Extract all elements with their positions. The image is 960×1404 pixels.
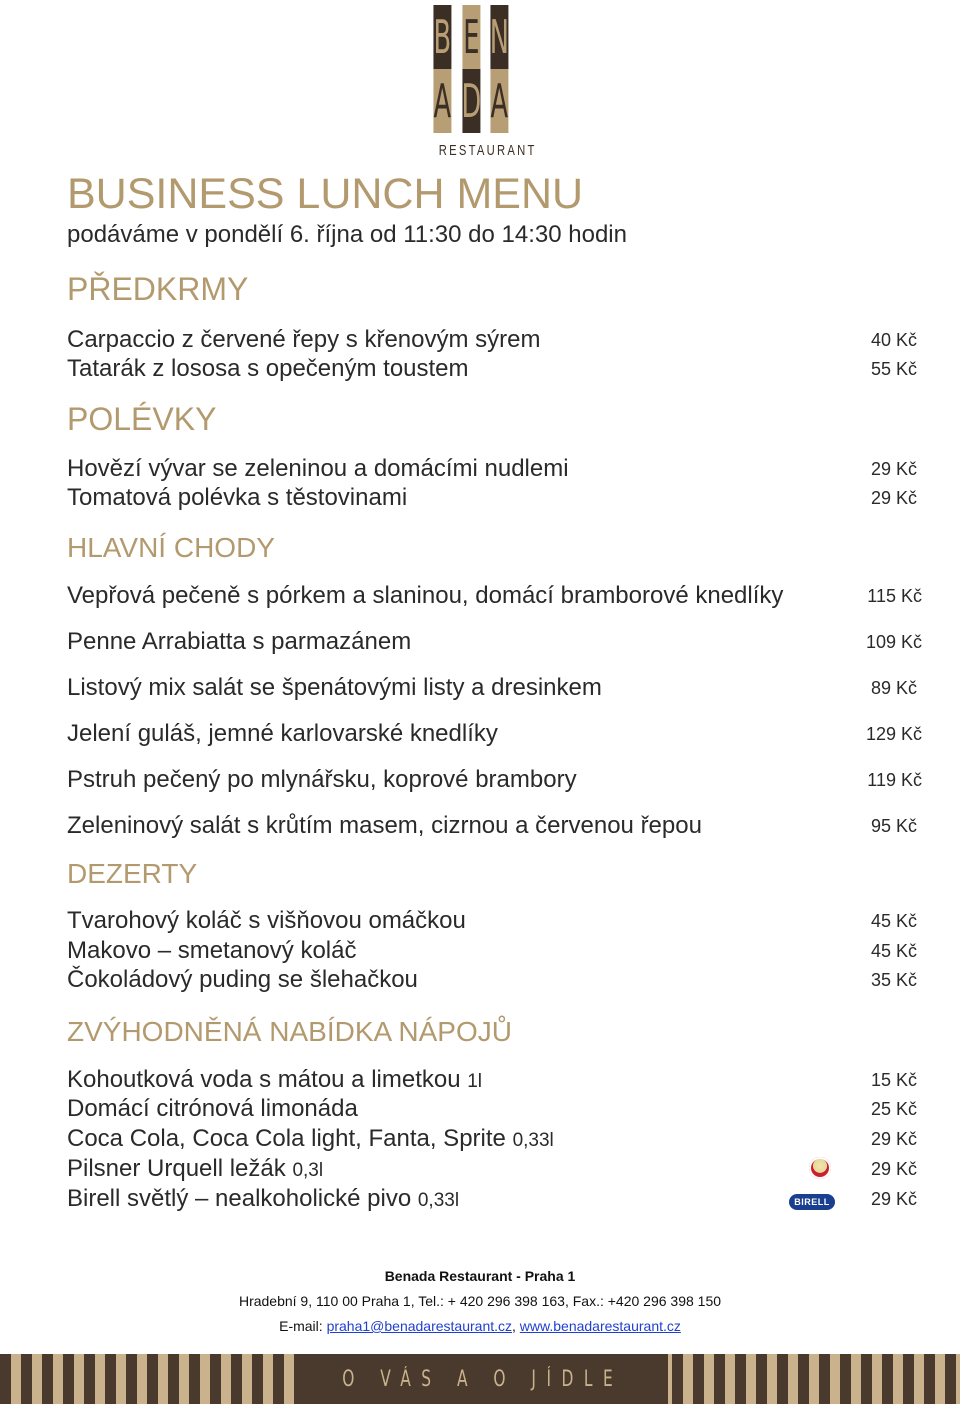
menu-item xyxy=(67,765,922,795)
logo-subtitle: RESTAURANT xyxy=(438,142,537,159)
logo-letter: E xyxy=(462,5,480,69)
slogan-text: O VÁS A O JÍDLE xyxy=(342,1366,624,1392)
menu-item-name: Zeleninový salát s krůtím masem, cizrnou a červenou řepou xyxy=(67,812,702,839)
menu-item xyxy=(67,354,917,384)
menu-item-volume: 0,3l xyxy=(292,1160,324,1181)
menu-item xyxy=(67,1184,917,1214)
menu-item-price: 25 Kč xyxy=(870,1099,917,1119)
logo-letter: A xyxy=(433,69,451,133)
menu-item-volume: 1l xyxy=(467,1071,483,1092)
menu-item xyxy=(67,719,922,749)
section-heading-drinks: ZVÝHODNĚNÁ NABÍDKA NÁPOJŮ xyxy=(67,1016,512,1047)
menu-item-price: 45 Kč xyxy=(870,941,917,961)
menu-item xyxy=(67,811,917,841)
logo-letter: D xyxy=(462,69,480,133)
menu-item-price: 45 Kč xyxy=(870,911,917,931)
menu-item-price: 95 Kč xyxy=(870,816,917,836)
menu-item-name: Coca Cola, Coca Cola light, Fanta, Sprite 0,33l xyxy=(67,1125,554,1152)
menu-item xyxy=(67,627,922,657)
slogan-band xyxy=(298,1354,668,1404)
menu-item-price: 89 Kč xyxy=(870,678,917,698)
footer-email-label: E-mail: xyxy=(279,1318,323,1334)
menu-item-price: 109 Kč xyxy=(865,632,922,652)
menu-item xyxy=(67,673,917,703)
menu-item-name: Hovězí vývar se zeleninou a domácími nudlemi xyxy=(67,455,569,482)
menu-item-name: Kohoutková voda s mátou a limetkou 1l xyxy=(67,1066,483,1093)
menu-item-volume: 0,33l xyxy=(417,1190,460,1211)
menu-item-price: 29 Kč xyxy=(870,1129,917,1149)
menu-item xyxy=(67,1124,917,1154)
menu-subtitle: podáváme v pondělí 6. října od 11:30 do 14:30 hodin xyxy=(67,221,627,248)
menu-item xyxy=(67,483,917,513)
menu-item-name: Tatarák z lososa s opečeným toustem xyxy=(67,355,469,382)
footer-restaurant-name: Benada Restaurant - Praha 1 xyxy=(384,1268,576,1284)
menu-item xyxy=(67,936,917,966)
menu-item xyxy=(67,1094,917,1124)
menu-item-name: Domácí citrónová limonáda xyxy=(67,1095,358,1122)
menu-item-price: 29 Kč xyxy=(870,1189,917,1209)
menu-item xyxy=(67,965,917,995)
menu-item-name: Penne Arrabiatta s parmazánem xyxy=(67,628,412,655)
menu-item-price: 29 Kč xyxy=(870,1159,917,1179)
website-link[interactable]: www.benadarestaurant.cz xyxy=(519,1318,681,1334)
birell-logo-icon: BIRELL xyxy=(789,1194,835,1210)
benada-logo xyxy=(428,5,537,159)
menu-item xyxy=(67,454,917,484)
section-heading-starters: PŘEDKRMY xyxy=(67,271,249,307)
section-heading-mains: HLAVNÍ CHODY xyxy=(67,532,275,563)
email-link[interactable]: praha1@benadarestaurant.cz xyxy=(326,1318,513,1334)
menu-item-price: 129 Kč xyxy=(865,724,922,744)
menu-item-name: Carpaccio z červené řepy s křenovým sýrem xyxy=(67,326,541,353)
menu-item-price: 119 Kč xyxy=(867,770,922,790)
logo-letter: A xyxy=(491,69,509,133)
menu-item-price: 35 Kč xyxy=(870,970,917,990)
menu-item-price: 29 Kč xyxy=(870,488,917,508)
section-heading-desserts: DEZERTY xyxy=(67,858,198,889)
menu-item xyxy=(67,906,917,936)
menu-item-price: 15 Kč xyxy=(870,1070,917,1090)
menu-item-price: 40 Kč xyxy=(870,330,917,350)
menu-item-name: Vepřová pečeně s pórkem a slaninou, domácí bramborové knedlíky xyxy=(67,582,784,609)
menu-item-name: Tomatová polévka s těstovinami xyxy=(67,484,408,511)
menu-item-name: Makovo – smetanový koláč xyxy=(67,937,357,964)
footer-contact xyxy=(0,1317,960,1335)
footer-separator: , xyxy=(512,1318,516,1334)
menu-item-name: Pstruh pečený po mlynářsku, koprové brambory xyxy=(67,766,577,793)
logo-letter: N xyxy=(491,5,509,69)
menu-item-name: Pilsner Urquell ležák 0,3l xyxy=(67,1155,324,1182)
logo-letter: B xyxy=(433,5,451,69)
menu-title: BUSINESS LUNCH MENU xyxy=(67,170,584,218)
pilsner-urquell-logo-icon xyxy=(809,1157,831,1179)
menu-item-price: 55 Kč xyxy=(870,359,917,379)
menu-item-volume: 0,33l xyxy=(512,1130,554,1151)
menu-item-price: 29 Kč xyxy=(870,459,917,479)
menu-item-name: Listový mix salát se špenátovými listy a dresinkem xyxy=(67,674,602,701)
menu-item xyxy=(67,1154,917,1184)
menu-item xyxy=(67,325,917,355)
menu-item-name: Čokoládový puding se šlehačkou xyxy=(67,966,418,993)
menu-item-name: Jelení guláš, jemné karlovarské knedlíky xyxy=(67,720,498,747)
menu-item-price: 115 Kč xyxy=(867,586,922,606)
menu-item-name: Birell světlý – nealkoholické pivo 0,33l xyxy=(67,1185,460,1212)
bottom-stripe-banner xyxy=(0,1354,960,1404)
menu-item-name: Tvarohový koláč s višňovou omáčkou xyxy=(67,907,466,934)
footer-address: Hradební 9, 110 00 Praha 1, Tel.: + 420 296 398 163, Fax.: +420 296 398 150 xyxy=(238,1293,722,1309)
section-heading-soups: POLÉVKY xyxy=(67,401,217,437)
menu-item xyxy=(67,1065,917,1095)
menu-item xyxy=(67,581,922,611)
